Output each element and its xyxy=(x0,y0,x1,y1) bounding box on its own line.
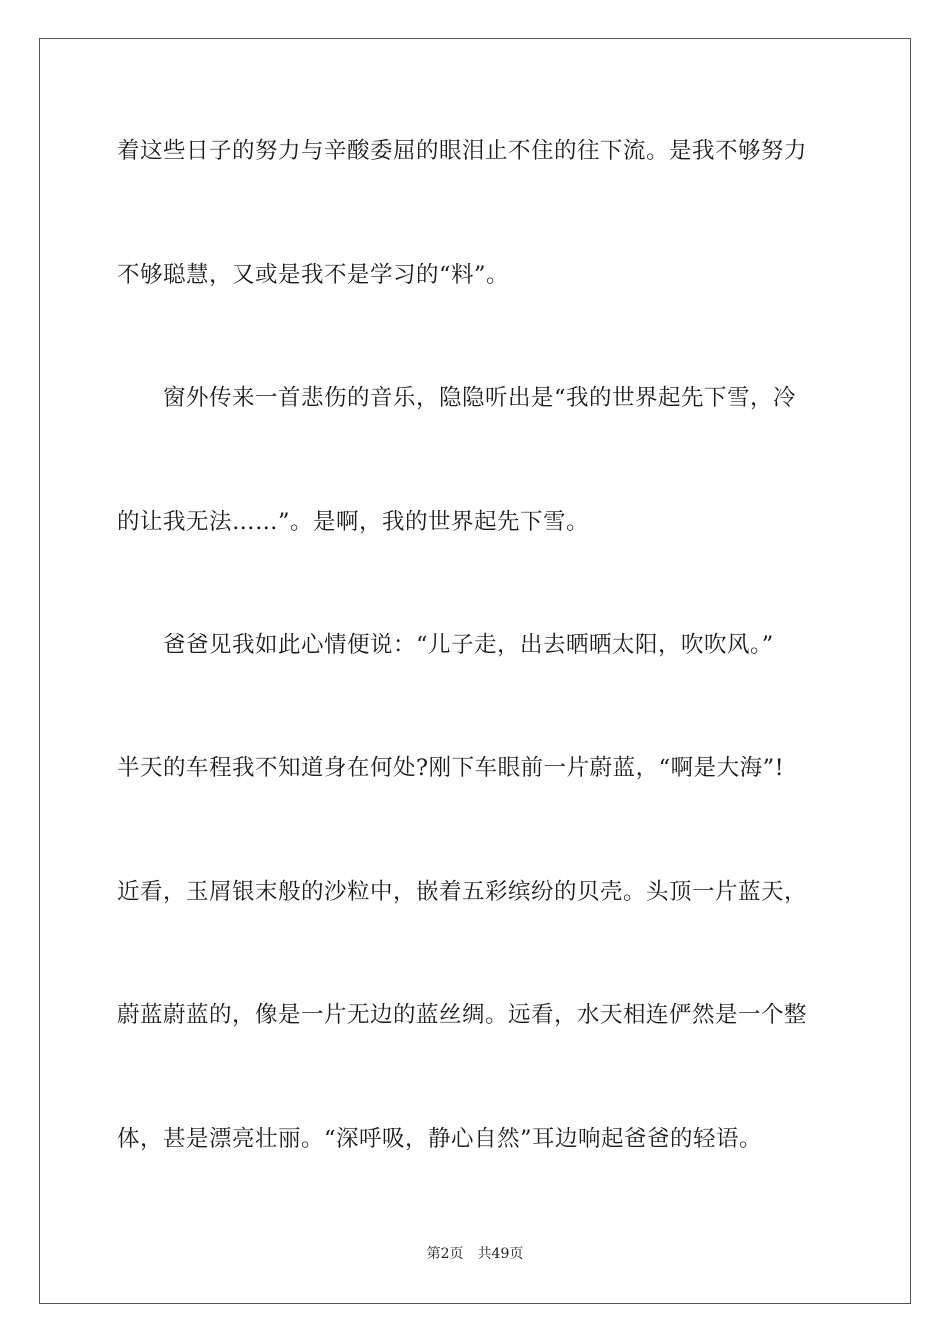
page-number: 第2页 xyxy=(426,1246,464,1262)
text-line-8: 蔚蓝蔚蓝的，像是一片无边的蓝丝绸。远看，水天相连俨然是一个整 xyxy=(117,1002,808,1028)
text-line-3: 窗外传来一首悲伤的音乐，隐隐听出是“我的世界起先下雪，冷 xyxy=(117,385,797,411)
page-total: 共49页 xyxy=(477,1246,524,1262)
text-line-9: 体，甚是漂亮壮丽。“深呼吸，静心自然”耳边响起爸爸的轻语。 xyxy=(117,1126,763,1152)
text-line-6: 半天的车程我不知道身在何处?刚下车眼前一片蔚蓝，“啊是大海”! xyxy=(117,755,785,781)
text-line-5: 爸爸见我如此心情便说：“儿子走，出去晒晒太阳，吹吹风。” xyxy=(117,632,774,658)
text-line-7: 近看，玉屑银末般的沙粒中，嵌着五彩缤纷的贝壳。头顶一片蓝天， xyxy=(117,879,808,905)
text-line-1: 着这些日子的努力与辛酸委屈的眼泪止不住的往下流。是我不够努力 xyxy=(117,138,808,164)
text-line-4: 的让我无法……”。是啊，我的世界起先下雪。 xyxy=(117,509,590,535)
page-border xyxy=(39,38,911,1304)
page-footer xyxy=(0,1244,950,1264)
text-line-2: 不够聪慧，又或是我不是学习的“料”。 xyxy=(117,262,510,288)
